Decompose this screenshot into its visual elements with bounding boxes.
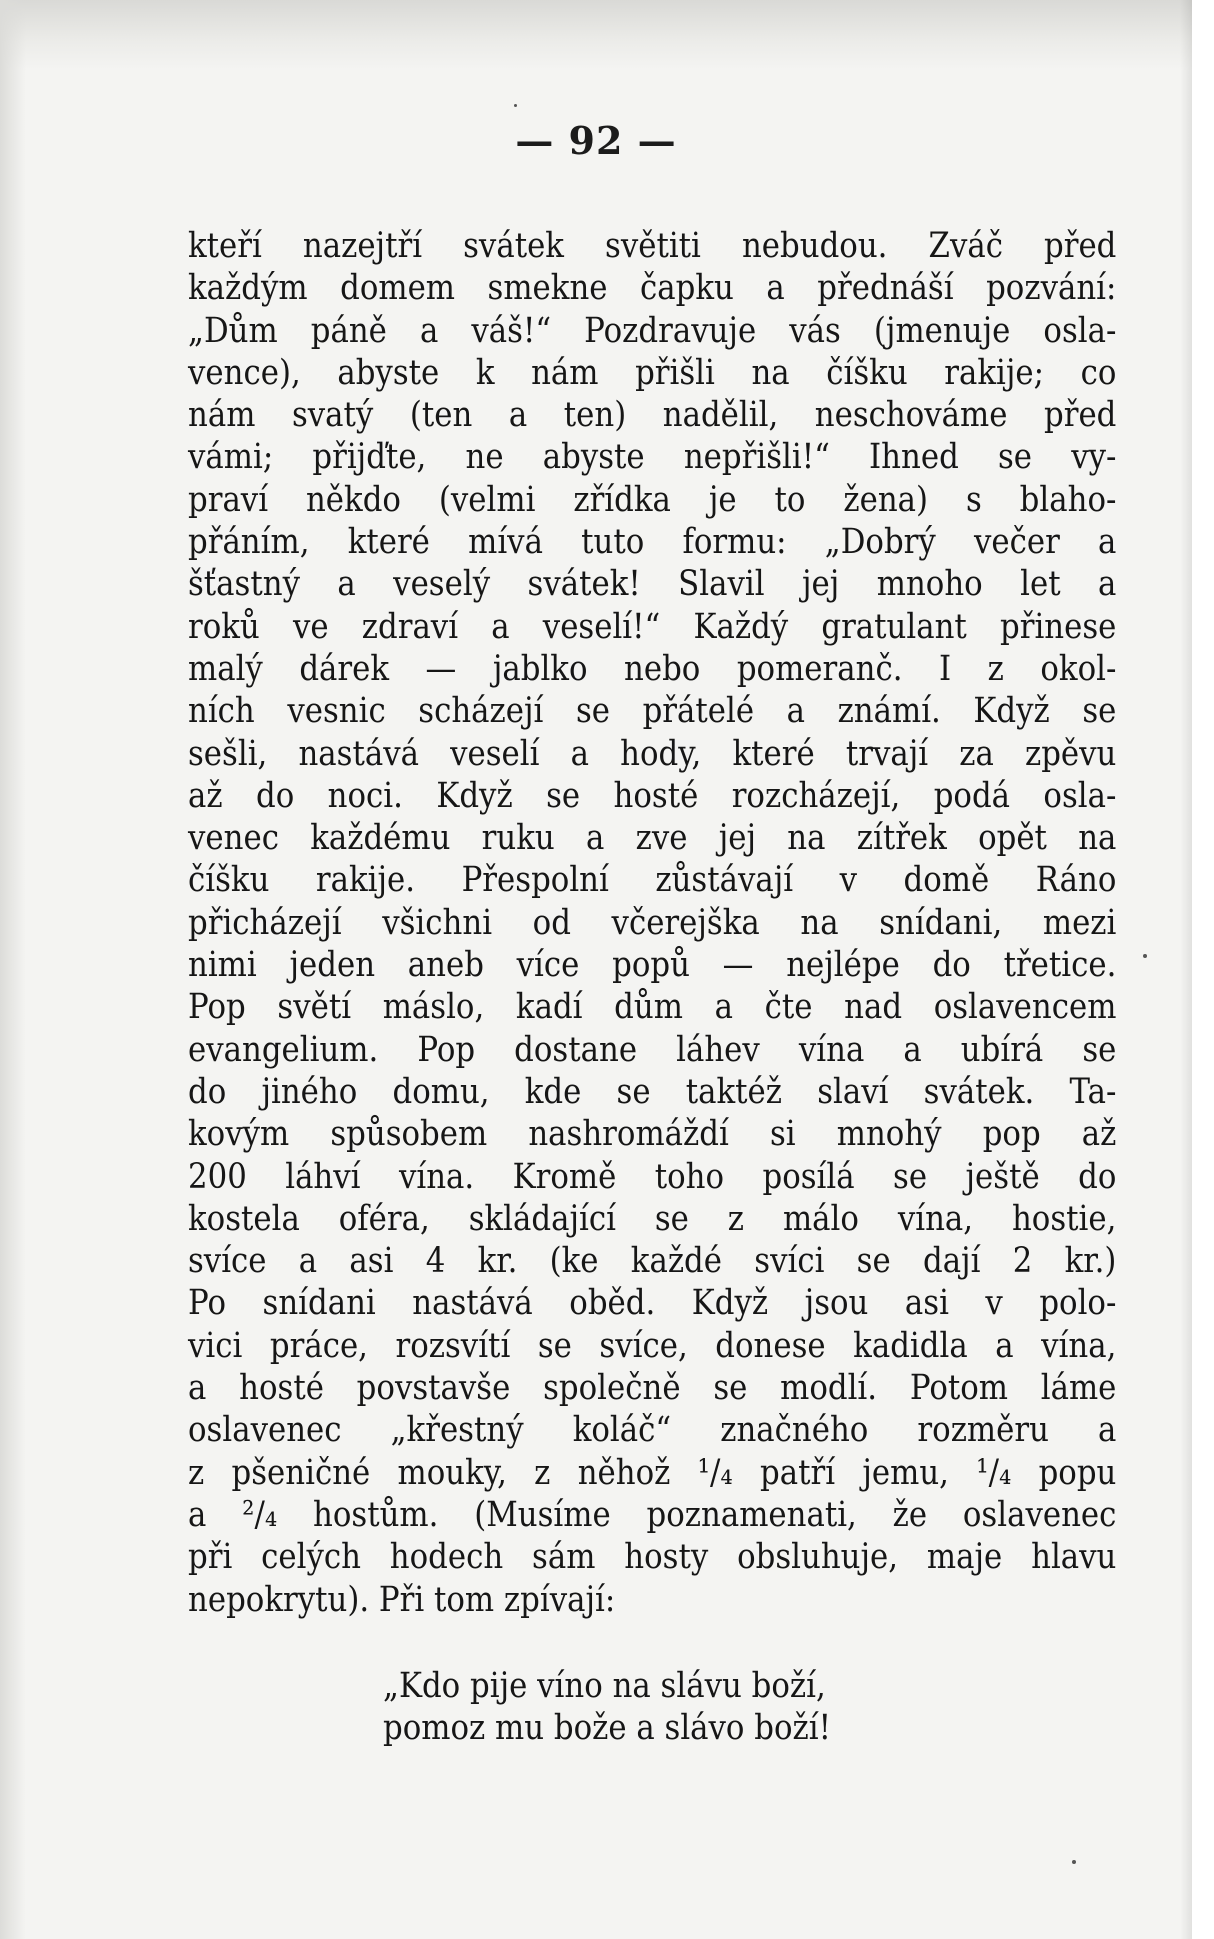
text-line: venec každému ruku a zve jej na zítřek opět na	[188, 818, 1117, 859]
text-line: Po snídani nastává oběd. Když jsou asi v polo-	[188, 1283, 1117, 1324]
text-line: přicházejí všichni od včerejška na snídani, mezi	[188, 902, 1117, 943]
text-line: přáním, které mívá tuto formu: „Dobrý večer a	[188, 522, 1117, 563]
text-line: praví někdo (velmi zřídka je to žena) s blaho-	[188, 479, 1117, 520]
verse-quote	[383, 1665, 892, 1750]
scan-margin	[1192, 0, 1214, 1939]
text-line: při celých hodech sám hosty obsluhuje, maje hlavu	[188, 1537, 1117, 1578]
text-line: kovým spůsobem nashromáždí si mnohý pop až	[188, 1114, 1117, 1155]
text-line: a ²/₄ hostům. (Musíme poznamenati, že oslavenec	[188, 1494, 1117, 1535]
text-line: ních vesnic scházejí se přátelé a známí. Když se	[188, 691, 1117, 732]
print-speck	[1143, 954, 1147, 958]
text-line-last: nepokrytu). Při tom zpívají:	[188, 1579, 616, 1620]
text-line: kostela oféra, skládající se z málo vína, hostie,	[188, 1198, 1117, 1239]
text-line: svíce a asi 4 kr. (ke každé svíci se dají 2 kr.)	[188, 1241, 1117, 1282]
text-line: šťastný a veselý svátek! Slavil jej mnoho let a	[188, 564, 1117, 605]
page-edge-shadow	[1180, 0, 1192, 1939]
text-line: z pšeničné mouky, z něhož ¹/₄ patří jemu, ¹/₄ popu	[188, 1452, 1117, 1493]
print-speck	[1072, 1860, 1076, 1864]
text-line: až do noci. Když se hosté rozcházejí, podá osla-	[188, 775, 1117, 816]
text-line: Pop světí máslo, kadí dům a čte nad oslavencem	[188, 987, 1117, 1028]
page-number: — 92 —	[515, 118, 677, 163]
text-line: nimi jeden aneb více popů — nejlépe do třetice.	[188, 945, 1117, 986]
text-line: do jiného domu, kde se taktéž slaví svátek. Ta-	[188, 1071, 1117, 1112]
text-line: nám svatý (ten a ten) nadělil, neschováme před	[188, 395, 1117, 436]
text-line: vámi; přijďte, ne abyste nepřišli!“ Ihned se vy-	[188, 437, 1117, 478]
body-text	[188, 225, 1116, 1621]
text-line: vence), abyste k nám přišli na číšku rakije; co	[188, 352, 1117, 393]
print-speck	[514, 104, 517, 107]
text-line: vici práce, rozsvítí se svíce, donese kadidla a vína,	[188, 1325, 1117, 1366]
verse-line: „Kdo pije víno na slávu boží,	[383, 1666, 826, 1706]
text-line: roků ve zdraví a veselí!“ Každý gratulant přinese	[188, 606, 1117, 647]
text-line: malý dárek — jablko nebo pomeranč. I z okol-	[188, 648, 1117, 689]
text-line: číšku rakije. Přespolní zůstávají v domě Ráno	[188, 860, 1117, 901]
text-line: evangelium. Pop dostane láhev vína a ubírá se	[188, 1029, 1117, 1070]
text-line: a hosté povstavše společně se modlí. Potom láme	[188, 1368, 1117, 1409]
text-line: kteří nazejtří svátek světiti nebudou. Zváč před	[188, 226, 1117, 266]
verse-line: pomoz mu bože a slávo boží!	[383, 1708, 831, 1749]
text-line: „Dům páně a váš!“ Pozdravuje vás (jmenuje osla-	[188, 310, 1117, 351]
text-line: oslavenec „křestný koláč“ značného rozměru a	[188, 1410, 1117, 1451]
text-line: každým domem smekne čapku a přednáší pozvání:	[188, 268, 1117, 309]
text-line: sešli, nastává veselí a hody, které trvají za zpěvu	[188, 733, 1117, 774]
text-line: 200 láhví vína. Kromě toho posílá se ještě do	[188, 1156, 1117, 1197]
